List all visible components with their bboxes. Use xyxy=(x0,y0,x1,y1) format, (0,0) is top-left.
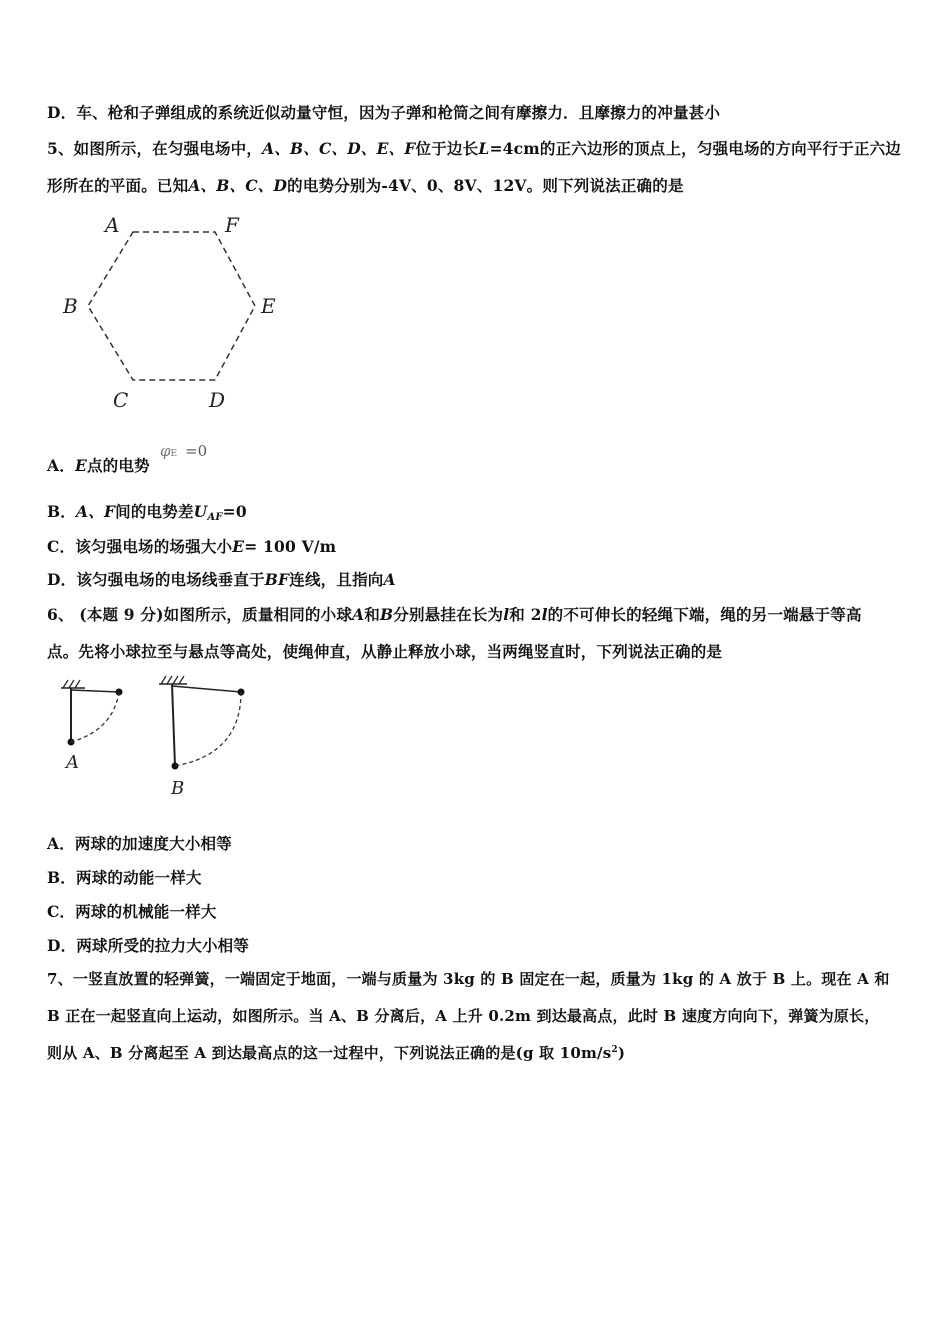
q5-option-c xyxy=(47,535,336,557)
q5-vars-af: A、F xyxy=(76,502,116,521)
q6-option-c: C．两球的机械能一样大 xyxy=(47,902,217,921)
q5-stem-text: 的电势分别为-4V、0、8V、12V。则下列说法正确的是 xyxy=(287,176,684,195)
q5-stem-text: 5、如图所示，在匀强电场中， xyxy=(47,139,263,158)
option-text: =0 xyxy=(222,502,247,521)
q4-option-d: D．车、枪和子弹组成的系统近似动量守恒，因为子弹和枪筒之间有摩擦力．且摩擦力的冲量甚小 xyxy=(47,103,721,122)
q6-option-d: D．两球所受的拉力大小相等 xyxy=(47,936,250,955)
q7-stem-line2: B 正在一起竖直向上运动，如图所示。当 A、B 分离后，A 上升 0.2m 到达最高点，此时 B 速度方向向下，弹簧为原长， xyxy=(47,1007,880,1025)
q5-subscript-af: AF xyxy=(207,512,223,523)
q6-pendulum-figure xyxy=(55,672,275,802)
q6-stem-line2: 点。先将小球拉至与悬点等高处，使绳伸直，从静止释放小球，当两绳竖直时，下列说法正确的是 xyxy=(47,642,723,661)
q5-vertices: A、B、C、D xyxy=(188,176,288,195)
ball-label-b: B xyxy=(171,778,185,799)
q5-var-e: E xyxy=(74,456,87,475)
vertex-label-d: D xyxy=(209,388,226,412)
q7-stem-text: ) xyxy=(617,1044,626,1062)
q6-option-b: B．两球的动能一样大 xyxy=(47,868,202,887)
q6-stem-text: 的不可伸长的轻绳下端，绳的另一端悬于等高 xyxy=(547,605,862,624)
phi-symbol: φ xyxy=(160,442,171,460)
q7-stem-text: 则从 A、B 分离起至 A 到达最高点的这一过程中，下列说法正确的是(g 取 10m/s xyxy=(47,1044,612,1062)
q5-option-b xyxy=(47,500,247,523)
q5-var-bf: BF xyxy=(264,570,290,589)
vertex-label-e: E xyxy=(261,294,276,318)
q7-superscript: 2 xyxy=(611,1045,618,1055)
q5-var-a: A xyxy=(383,570,396,589)
q5-var-u: U xyxy=(193,502,208,521)
pendulum-a xyxy=(61,680,123,773)
q6-var-a: A xyxy=(352,605,365,624)
option-text: 间的电势差 xyxy=(115,502,194,521)
vertex-label-a: A xyxy=(105,213,120,237)
q6-stem-text: 和 xyxy=(364,605,380,624)
q7-stem-line3 xyxy=(47,1042,625,1063)
q5-option-a xyxy=(47,454,150,476)
option-text: D．该匀强电场的电场线垂直于 xyxy=(47,570,265,589)
q5-stem-line2 xyxy=(47,174,684,196)
phi-subscript: E xyxy=(170,449,178,459)
q6-stem-text: 6、 (本题 9 分)如图所示，质量相同的小球 xyxy=(47,605,353,624)
q5-stem-line1 xyxy=(47,137,901,159)
vertex-label-b: B xyxy=(63,294,78,318)
option-text: 点的电势 xyxy=(86,456,150,475)
phi-equals: =0 xyxy=(185,442,208,460)
q5-var-l: L xyxy=(478,139,490,158)
q5-option-a-formula xyxy=(160,442,207,460)
option-letter: B． xyxy=(47,502,77,521)
ball-label-a: A xyxy=(66,752,79,773)
q6-var-b: B xyxy=(379,605,394,624)
q5-stem-text: 位于边长 xyxy=(415,139,479,158)
vertex-label-f: F xyxy=(225,213,239,237)
q5-option-d xyxy=(47,568,396,590)
q5-stem-text: 形所在的平面。已知 xyxy=(47,176,189,195)
q6-stem-text: 分别悬挂在长为 xyxy=(393,605,504,624)
q7-stem-line1: 7、一竖直放置的轻弹簧，一端固定于地面，一端与质量为 3kg 的 B 固定在一起，质量为 1kg 的 A 放于 B 上。现在 A 和 xyxy=(47,970,890,988)
pendulum-b xyxy=(159,676,245,799)
q5-stem-text: =4cm的正六边形的顶点上，匀强电场的方向平行于正六边 xyxy=(489,139,901,158)
q5-var-e: E xyxy=(232,537,245,556)
q6-var-l: l xyxy=(541,605,548,624)
option-text: C．该匀强电场的场强大小 xyxy=(47,537,233,556)
q6-stem-line1 xyxy=(47,603,862,625)
option-text: = 100 V/m xyxy=(244,537,337,556)
q6-var-l: l xyxy=(503,605,510,624)
q6-stem-text: 和 2 xyxy=(509,605,542,624)
q5-hexagon-figure xyxy=(55,205,295,420)
option-letter: A． xyxy=(47,456,75,475)
hexagon-shape xyxy=(88,232,255,380)
q5-vertices: A、B、C、D、E、F xyxy=(262,139,416,158)
vertex-label-c: C xyxy=(113,388,129,412)
q6-option-a: A．两球的加速度大小相等 xyxy=(47,834,232,853)
option-text: 连线，且指向 xyxy=(289,570,384,589)
